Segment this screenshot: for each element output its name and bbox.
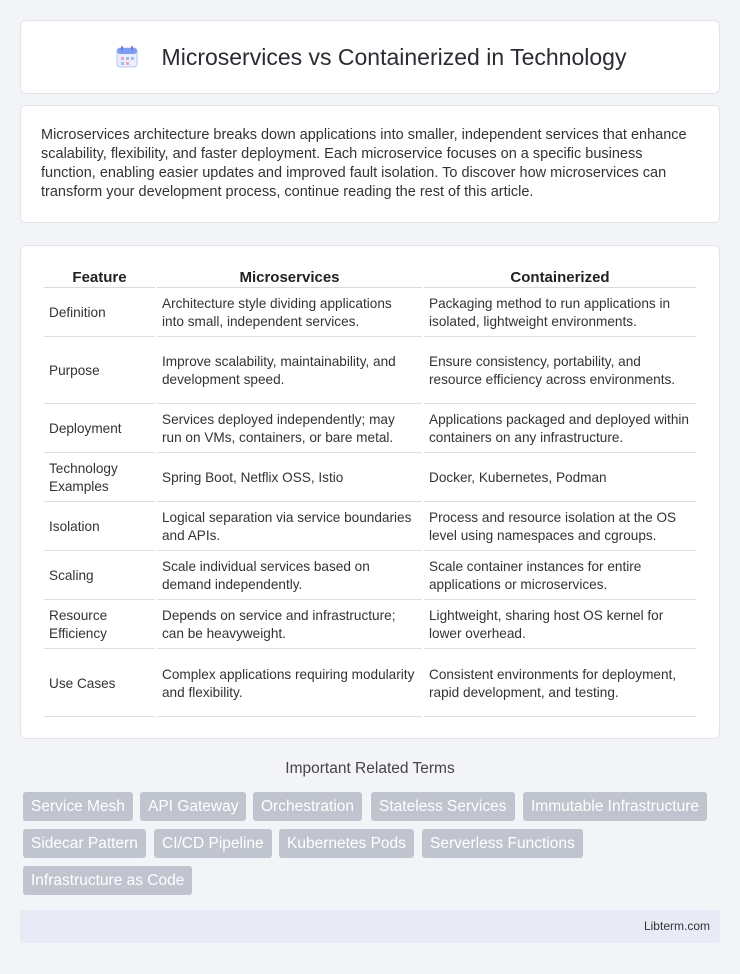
table-row [44,602,696,649]
header-microservices: Microservices [157,268,422,288]
feature-cell: Definition [44,290,155,337]
comparison-table-card [20,245,720,739]
title-card [20,20,720,94]
containerized-cell: Ensure consistency, portability, and resource efficiency across environments. [424,339,696,404]
page-title: Microservices vs Containerized in Technology [161,43,627,70]
containerized-cell: Consistent environments for deployment, rapid development, and testing. [424,651,696,717]
feature-cell: Technology Examples [44,455,155,502]
containerized-cell: Applications packaged and deployed within containers on any infrastructure. [424,406,696,453]
related-term-tag[interactable]: Sidecar Pattern [23,829,146,858]
header-containerized: Containerized [424,268,696,288]
related-term-tag[interactable]: Service Mesh [23,792,133,821]
comparison-table [42,266,698,719]
related-term-tag[interactable]: CI/CD Pipeline [154,829,272,858]
table-row [44,651,696,717]
related-term-tag[interactable]: Kubernetes Pods [279,829,414,858]
feature-cell: Deployment [44,406,155,453]
microservices-cell: Scale individual services based on demand independently. [157,553,422,600]
feature-cell: Use Cases [44,651,155,717]
microservices-cell: Complex applications requiring modularity and flexibility. [157,651,422,717]
related-term-tag[interactable]: Orchestration [253,792,362,821]
related-terms-heading: Important Related Terms [285,760,455,777]
footer [20,910,720,943]
table-row [44,504,696,551]
microservices-cell: Spring Boot, Netflix OSS, Istio [157,455,422,502]
header-feature: Feature [44,268,155,288]
table-header-row [44,268,696,288]
table-row [44,290,696,337]
related-term-tag[interactable]: API Gateway [140,792,246,821]
related-term-tag[interactable]: Immutable Infrastructure [523,792,707,821]
feature-cell: Resource Efficiency [44,602,155,649]
related-term-tag[interactable]: Serverless Functions [422,829,583,858]
related-term-tag[interactable]: Infrastructure as Code [23,866,192,895]
microservices-cell: Logical separation via service boundaries and APIs. [157,504,422,551]
microservices-cell: Services deployed independently; may run on VMs, containers, or bare metal. [157,406,422,453]
microservices-cell: Depends on service and infrastructure; can be heavyweight. [157,602,422,649]
intro-card [20,105,720,223]
microservices-cell: Architecture style dividing applications into small, independent services. [157,290,422,337]
footer-site-link[interactable]: Libterm.com [643,919,710,933]
feature-cell: Purpose [44,339,155,404]
feature-cell: Scaling [44,553,155,600]
table-row [44,406,696,453]
containerized-cell: Scale container instances for entire applications or microservices. [424,553,696,600]
related-term-tag[interactable]: Stateless Services [371,792,515,821]
table-row [44,553,696,600]
feature-cell: Isolation [44,504,155,551]
microservices-cell: Improve scalability, maintainability, and development speed. [157,339,422,404]
containerized-cell: Lightweight, sharing host OS kernel for lower overhead. [424,602,696,649]
containerized-cell: Process and resource isolation at the OS level using namespaces and cgroups. [424,504,696,551]
calendar-icon [114,44,140,70]
containerized-cell: Packaging method to run applications in isolated, lightweight environments. [424,290,696,337]
containerized-cell: Docker, Kubernetes, Podman [424,455,696,502]
intro-paragraph: Microservices architecture breaks down applications into smaller, independent services that enhance scalability, flexibility, and faster deployment. Each microservice focuses on a specific business function, enabling easier updates and improved fault isolation. To discover how microservices can transform your development process, continue reading the rest of this article. [41,127,687,200]
table-row [44,339,696,404]
table-row [44,455,696,502]
